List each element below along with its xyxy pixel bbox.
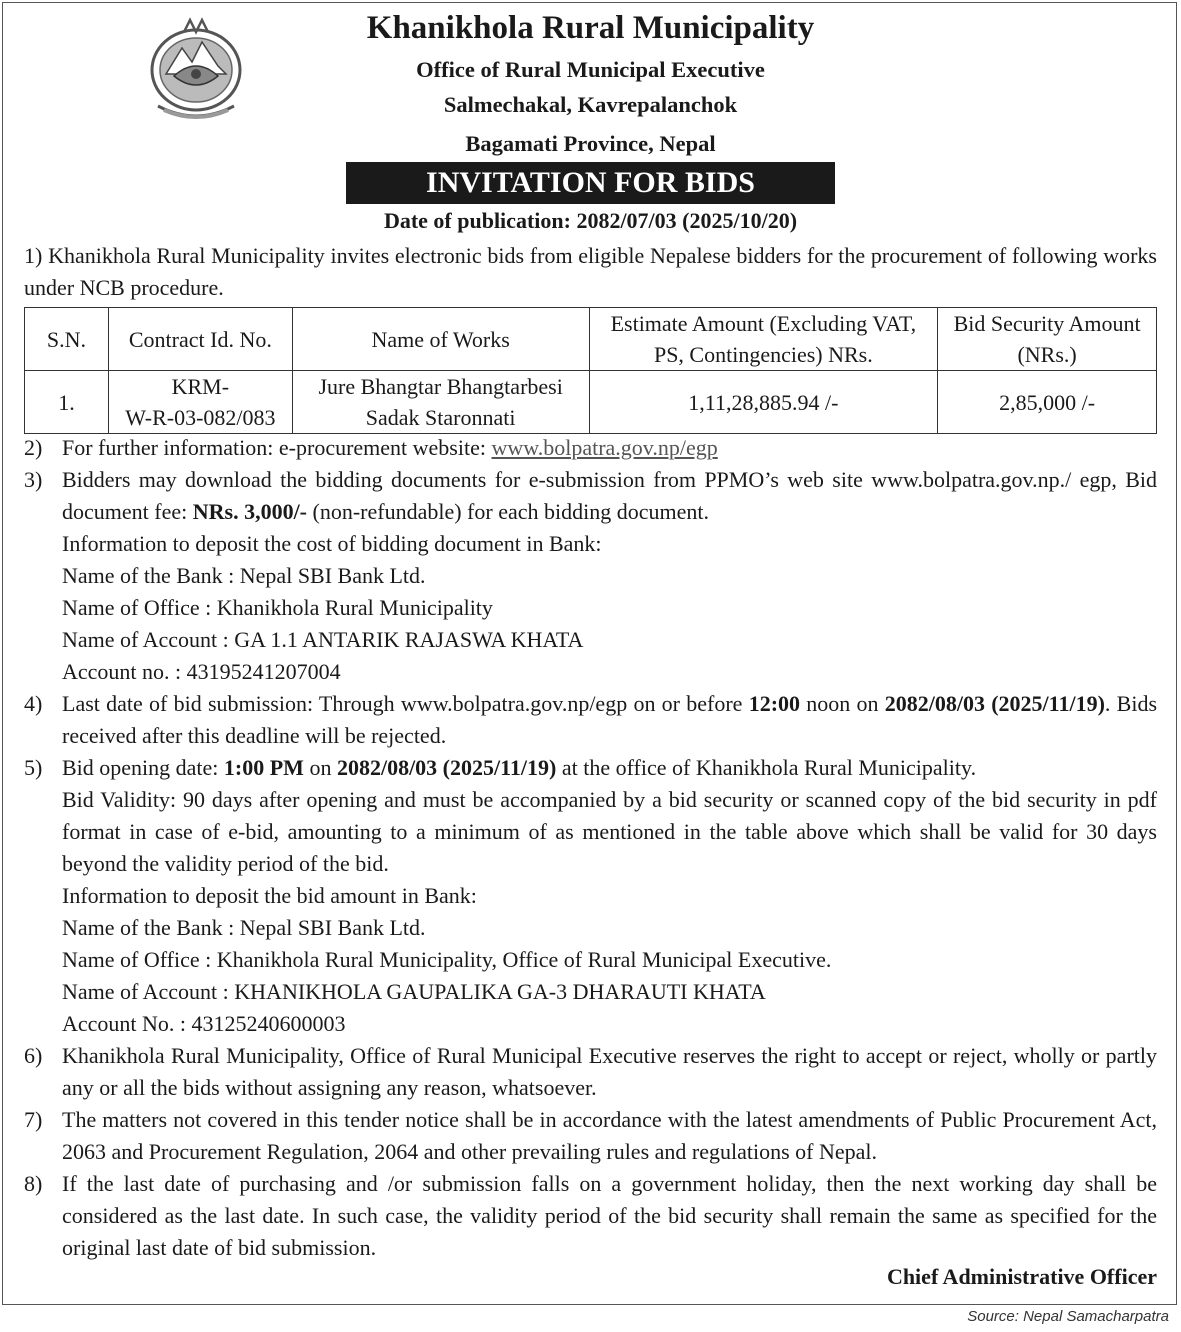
account-number: Account No. : 43125240600003: [62, 1011, 346, 1036]
header-estimate-amount: [589, 308, 938, 371]
works-line-2: Sadak Staronnati: [365, 405, 516, 430]
bid-opening-line: [62, 752, 1157, 784]
item-4-text-b: noon on: [800, 691, 885, 716]
header-estimate-line-1: Estimate Amount (Excluding VAT,: [610, 311, 917, 336]
cell-name-of-works: [292, 371, 589, 434]
municipality-name: Khanikhola Rural Municipality: [366, 10, 815, 46]
submission-time: 12:00: [748, 691, 801, 716]
item-number: 8): [24, 1171, 43, 1196]
item-3-text-a: Bidders may download the bidding documents for e-submission from PPMO’s web site www.bolpatra.gov.np./ egp, Bid document fee:: [62, 467, 1157, 524]
item-3: [24, 464, 1157, 688]
publication-date: Date of publication: 2082/07/03 (2025/10/20): [383, 208, 798, 233]
item-3-paragraph: [62, 464, 1157, 528]
item-2: [24, 432, 1157, 464]
header-contract-id: Contract Id. No.: [108, 308, 292, 371]
contract-id-line-2: W-R-03-082/083: [125, 405, 276, 430]
intro-paragraph: 1) Khanikhola Rural Municipality invites electronic bids from eligible Nepalese bidders for the procurement of following works under NCB procedure.: [24, 243, 1157, 300]
office-name-line: Name of Office : Khanikhola Rural Municipality: [62, 595, 493, 620]
cell-bid-security: 2,85,000 /-: [938, 371, 1157, 434]
province-line: Bagamati Province, Nepal: [465, 131, 716, 156]
header-security-line-1: Bid Security Amount: [953, 311, 1141, 336]
egp-website-link[interactable]: www.bolpatra.gov.np/egp: [491, 435, 718, 460]
bids-table: [24, 307, 1157, 434]
item-8-text: If the last date of purchasing and /or submission falls on a government holiday, then the next working day shall be considered as the last date. In such case, the validity period of the bid security shall remain the same as specified for the original last date of bid submission.: [62, 1171, 1157, 1260]
bank-name: Name of the Bank : Nepal SBI Bank Ltd.: [62, 563, 426, 588]
item-6-text: Khanikhola Rural Municipality, Office of Rural Municipal Executive reserves the right to accept or reject, wholly or partly any or all the bids without assigning any reason, whatsoever.: [62, 1043, 1157, 1100]
item-number: 6): [24, 1043, 43, 1068]
item-number: 2): [24, 435, 43, 460]
item-2-text: For further information: e-procurement website:: [62, 435, 492, 460]
opening-date: 2082/08/03 (2025/11/19): [336, 755, 557, 780]
item-5: [24, 752, 1157, 1040]
document-fee: NRs. 3,000/-: [192, 499, 308, 524]
works-line-1: Jure Bhangtar Bhangtarbesi: [318, 374, 563, 399]
item-number: 7): [24, 1107, 43, 1132]
header-estimate-line-2: PS, Contingencies) NRs.: [653, 342, 873, 367]
item-5-text-a: Bid opening date:: [62, 755, 224, 780]
item-7: [24, 1104, 1157, 1168]
contract-id-line-1: KRM-: [171, 374, 230, 399]
item-4-text-a: Last date of bid submission: Through www.bolpatra.gov.np/egp on or before: [62, 691, 749, 716]
account-name: Name of Account : GA 1.1 ANTARIK RAJASWA KHATA: [62, 627, 584, 652]
bank-name: Name of the Bank : Nepal SBI Bank Ltd.: [62, 915, 426, 940]
item-number: 4): [24, 691, 43, 716]
item-number: 3): [24, 467, 43, 492]
item-4-text-c: . Bids received after this deadline will be rejected.: [62, 691, 1157, 748]
table-header-row: [25, 308, 1157, 371]
account-name: Name of Account : KHANIKHOLA GAUPALIKA GA-3 DHARAUTI KHATA: [62, 979, 766, 1004]
header-name-of-works: Name of Works: [292, 308, 589, 371]
header-sn: S.N.: [25, 308, 109, 371]
submission-date: 2082/08/03 (2025/11/19): [884, 691, 1105, 716]
office-name: Office of Rural Municipal Executive: [416, 57, 765, 82]
signature-title: Chief Administrative Officer: [886, 1264, 1157, 1289]
item-7-text: The matters not covered in this tender notice shall be in accordance with the latest amendments of Public Procurement Act, 2063 and Procurement Regulation, 2064 and other prevailing rules and regulations of Nepal.: [62, 1107, 1157, 1164]
item-8: [24, 1168, 1157, 1264]
opening-time: 1:00 PM: [223, 755, 304, 780]
notice-title: INVITATION FOR BIDS: [346, 162, 835, 204]
cell-sn: 1.: [25, 371, 109, 434]
bank-info-heading: Information to deposit the bid amount in Bank:: [62, 883, 477, 908]
header-security-line-2: (NRs.): [1017, 342, 1077, 367]
item-6: [24, 1040, 1157, 1104]
item-3-text-b: (non-refundable) for each bidding document.: [307, 499, 709, 524]
cell-contract-id: [108, 371, 292, 434]
item-5-text-b: on: [303, 755, 337, 780]
address-line: Salmechakal, Kavrepalanchok: [443, 92, 738, 117]
bank-info-heading: Information to deposit the cost of bidding document in Bank:: [62, 531, 602, 556]
source-credit: Source: Nepal Samacharpatra: [967, 1308, 1169, 1325]
item-4: [24, 688, 1157, 752]
header-bid-security: [938, 308, 1157, 371]
item-number: 5): [24, 755, 43, 780]
cell-estimate-amount: 1,11,28,885.94 /-: [589, 371, 938, 434]
table-row: [25, 371, 1157, 434]
bid-validity: Bid Validity: 90 days after opening and must be accompanied by a bid security or scanned copy of the bid security in pdf format in case of e-bid, amounting to a minimum of as mentioned in the table above which shall be valid for 30 days beyond the validity period of the bid.: [62, 787, 1157, 876]
item-5-text-c: at the office of Khanikhola Rural Municipality.: [556, 755, 977, 780]
office-name-line: Name of Office : Khanikhola Rural Municipality, Office of Rural Municipal Executive.: [62, 947, 832, 972]
account-number: Account no. : 43195241207004: [62, 659, 341, 684]
